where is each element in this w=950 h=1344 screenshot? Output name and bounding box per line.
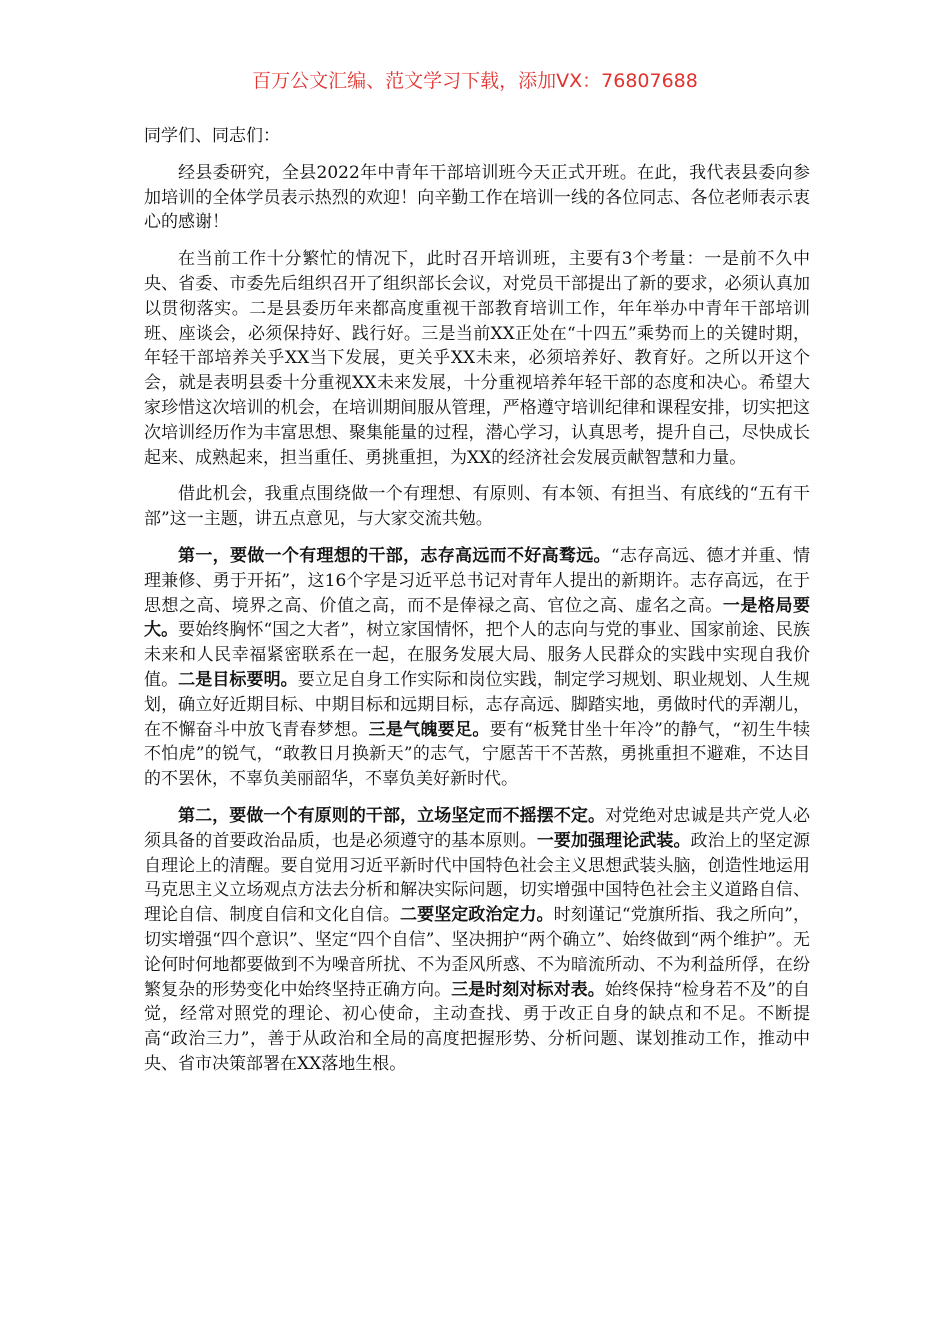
paragraph-considerations: 在当前工作十分繁忙的情况下，此时召开培训班，主要有3个考量：一是前不久中央、省委、市委先后组织召开了组织部长会议，对党员干部提出了新的要求，必须认真加以贯彻落实。二是县委历年来都高度重视干部教育培训工作，年年举办中青年干部培训班、座谈会，必须保持好、践行好。三是当前XX正处在“十四五”乘势而上的关键时期，年轻干部培养关乎XX当下发展，更关乎XX未来，必须培养好、教育好。之所以开这个会，就是表明县委十分重视XX未来发展，十分重视培养年轻干部的态度和决心。希望大家珍惜这次培训的机会，在培训期间服从管理，严格遵守培训纪律和课程安排，切实把这次培训经历作为丰富思想、聚集能量的过程，潜心学习，认真思考，提升自己，尽快成长起来、成熟起来，担当重任、勇挑重担，为XX的经济社会发展贡献智慧和力量。	[144, 249, 810, 468]
point-two-text-4: 始终保持“检身若不及”的自觉，经常对照党的理论、初心使命，主动查找、勇于改正自身的缺点和不足。不断提高“政治三力”，善于从政治和全局的高度把握形势、分析问题、谋划推动工作，推动中央、省市决策部署在XX落地生根。	[144, 979, 811, 1074]
point-two-sub-3: 三是时刻对标对表。	[451, 979, 605, 1000]
point-two-heading: 第二，要做一个有原则的干部，立场坚定而不摇摆不定。	[178, 805, 606, 826]
point-two-sub-1: 一要加强理论武装。	[536, 830, 691, 851]
point-one-text-2: 要始终胸怀“国之大者”，树立家国情怀，把个人的志向与党的事业、国家前途、民族未来和人民幸福紧密联系在一起，在服务发展大局、服务人民群众的实践中实现自我价值。	[144, 620, 810, 690]
point-one-sub-1: 一是格局要大。	[144, 595, 811, 641]
paragraph-point-two	[144, 804, 810, 1077]
paragraph-point-one	[144, 544, 810, 792]
point-one-text-4: 要有“板凳甘坐十年冷”的静气，“初生牛犊不怕虎”的锐气，“敢教日月换新天”的志气，宁愿苦干不苦熬，勇挑重担不避难，不达目的不罢休，不辜负美丽韶华，不辜负美好新时代。	[144, 719, 811, 790]
paragraph-theme: 借此机会，我重点围绕做一个有理想、有原则、有本领、有担当、有底线的“五有干部”这一主题，讲五点意见，与大家交流共勉。	[144, 484, 810, 530]
salutation: 同学们、同志们：	[144, 126, 280, 146]
point-two-sub-2: 二要坚定政治定力。	[400, 905, 554, 926]
point-one-heading: 第一，要做一个有理想的干部，志存高远而不好高骛远。	[178, 545, 611, 566]
point-two-text-2: 政治上的坚定源自理论上的清醒。要自觉用习近平新时代中国特色社会主义思想武装头脑，创造性地运用马克思主义立场观点方法去分析和解决实际问题，切实增强中国特色社会主义道路自信、理论自信、制度自信和文化自信。	[144, 830, 811, 926]
point-one-text-3: 要立足自身工作实际和岗位实践，制定学习规划、职业规划、人生规划，确立好近期目标、中期目标和远期目标，志存高远、脚踏实地，勇做时代的弄潮儿，在不懈奋斗中放飞青春梦想。	[144, 669, 811, 740]
paragraph-opening: 经县委研究，全县2022年中青年干部培训班今天正式开班。在此，我代表县委向参加培训的全体学员表示热烈的欢迎！向辛勤工作在培训一线的各位同志、各位老师表示衷心的感谢！	[144, 162, 810, 233]
point-one-sub-2: 二是目标要明。	[178, 669, 298, 690]
point-one-text-1: “志存高远、德才并重、情理兼修、勇于开拓”，这16个字是习近平总书记对青年人提出的新期许。志存高远，在于思想之高、境界之高、价值之高，而不是俸禄之高、官位之高、虚名之高。	[144, 545, 811, 616]
point-two-text-3: 时刻谨记“党旗所指、我之所向”，切实增强“四个意识”、坚定“四个自信”、坚决拥护“两个确立”、始终做到“两个维护”。无论何时何地都要做到不为噪音所扰、不为歪风所惑、不为暗流所动、不为利益所俘，在纷繁复杂的形势变化中始终坚持正确方向。	[144, 905, 811, 1000]
point-one-sub-3: 三是气魄要足。	[368, 719, 490, 740]
point-two-text-1: 对党绝对忠诚是共产党人必须具备的首要政治品质，也是必须遵守的基本原则。	[144, 805, 811, 851]
watermark-header: 百万公文汇编、范文学习下载，添加VX：76807688	[252, 70, 698, 92]
speech-body	[144, 124, 810, 1089]
